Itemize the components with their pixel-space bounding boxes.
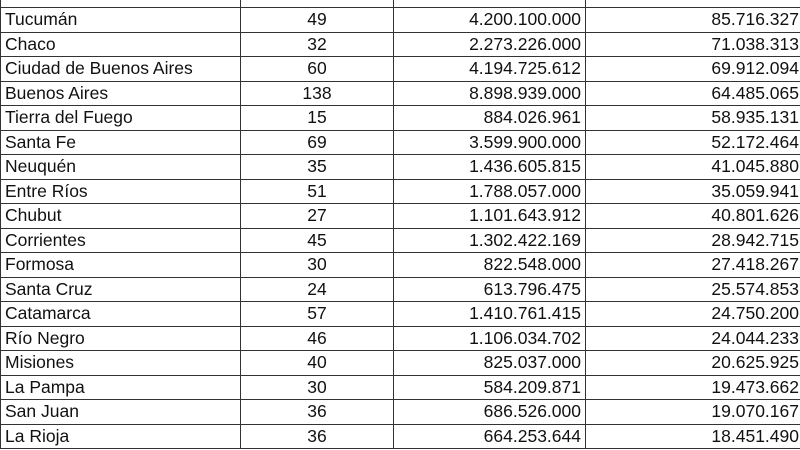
table-row [1,130,800,155]
average-cell: 28.942.715 [586,228,800,253]
table-row [1,253,800,278]
total-cell: 584.209.871 [394,375,586,400]
count-cell: 57 [241,302,394,327]
count-cell: 24 [241,277,394,302]
average-cell: 19.070.167 [586,400,800,425]
total-cell: 2.273.226.000 [394,32,586,57]
count-cell: 36 [241,400,394,425]
total-cell: 1.436.605.815 [394,155,586,180]
count-cell: 40 [241,351,394,376]
total-cell: 8.898.939.000 [394,81,586,106]
total-cell: 1.788.057.000 [394,179,586,204]
count-cell: 15 [241,106,394,131]
table-row [1,81,800,106]
count-cell: 27 [241,204,394,229]
table-row [1,228,800,253]
average-cell: 20.625.925 [586,351,800,376]
average-cell: 64.485.065 [586,81,800,106]
province-cell: Misiones [1,351,241,376]
average-cell: 40.801.626 [586,204,800,229]
header-cell-average [586,0,800,8]
province-cell: Corrientes [1,228,241,253]
total-cell: 884.026.961 [394,106,586,131]
province-cell: Ciudad de Buenos Aires [1,57,241,82]
table-row [1,106,800,131]
count-cell: 49 [241,8,394,33]
total-cell: 1.106.034.702 [394,326,586,351]
total-cell: 1.410.761.415 [394,302,586,327]
average-cell: 24.750.200 [586,302,800,327]
total-cell: 613.796.475 [394,277,586,302]
table-row [1,179,800,204]
province-cell: Chubut [1,204,241,229]
province-cell: Chaco [1,32,241,57]
table-row [1,400,800,425]
province-cell: Formosa [1,253,241,278]
province-cell: Río Negro [1,326,241,351]
total-cell: 4.200.100.000 [394,8,586,33]
province-cell: Buenos Aires [1,81,241,106]
province-cell: Neuquén [1,155,241,180]
table-header-row [1,0,800,8]
table-row [1,32,800,57]
count-cell: 30 [241,253,394,278]
count-cell: 30 [241,375,394,400]
average-cell: 85.716.327 [586,8,800,33]
average-cell: 69.912.094 [586,57,800,82]
count-cell: 36 [241,424,394,449]
total-cell: 1.101.643.912 [394,204,586,229]
total-cell: 664.253.644 [394,424,586,449]
average-cell: 24.044.233 [586,326,800,351]
average-cell: 41.045.880 [586,155,800,180]
count-cell: 35 [241,155,394,180]
province-cell: San Juan [1,400,241,425]
average-cell: 35.059.941 [586,179,800,204]
total-cell: 3.599.900.000 [394,130,586,155]
table-row [1,277,800,302]
table-row [1,302,800,327]
table-body [1,0,800,449]
table-row [1,326,800,351]
average-cell: 27.418.267 [586,253,800,278]
header-cell-total [394,0,586,8]
total-cell: 822.548.000 [394,253,586,278]
total-cell: 4.194.725.612 [394,57,586,82]
average-cell: 52.172.464 [586,130,800,155]
table-row [1,375,800,400]
province-cell: Catamarca [1,302,241,327]
average-cell: 58.935.131 [586,106,800,131]
table-row [1,57,800,82]
header-cell-count [241,0,394,8]
count-cell: 46 [241,326,394,351]
table-row [1,424,800,449]
count-cell: 138 [241,81,394,106]
count-cell: 32 [241,32,394,57]
average-cell: 25.574.853 [586,277,800,302]
average-cell: 71.038.313 [586,32,800,57]
total-cell: 1.302.422.169 [394,228,586,253]
table-row [1,155,800,180]
province-cell: Tierra del Fuego [1,106,241,131]
province-cell: La Pampa [1,375,241,400]
province-cell: Tucumán [1,8,241,33]
table-row [1,204,800,229]
province-cell: La Rioja [1,424,241,449]
table-row [1,8,800,33]
count-cell: 45 [241,228,394,253]
header-cell-province [1,0,241,8]
table-row [1,351,800,376]
average-cell: 19.473.662 [586,375,800,400]
count-cell: 60 [241,57,394,82]
count-cell: 69 [241,130,394,155]
total-cell: 825.037.000 [394,351,586,376]
average-cell: 18.451.490 [586,424,800,449]
count-cell: 51 [241,179,394,204]
total-cell: 686.526.000 [394,400,586,425]
province-cell: Santa Fe [1,130,241,155]
province-cell: Entre Ríos [1,179,241,204]
province-cell: Santa Cruz [1,277,241,302]
